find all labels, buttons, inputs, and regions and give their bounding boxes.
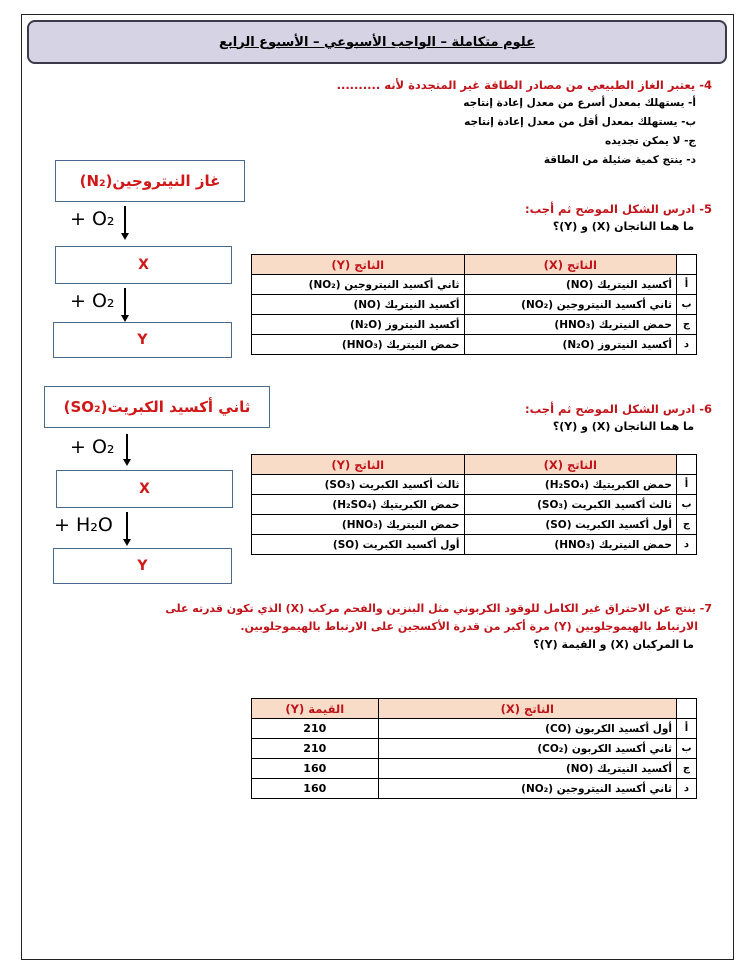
- cell-y: 160: [252, 759, 379, 779]
- cell-x: أكسيد النيتريك (NO): [378, 759, 676, 779]
- question-6-answer-table: [251, 454, 697, 555]
- cell-y: حمض النيتريك (HNO₃): [252, 515, 465, 535]
- row-letter: د: [677, 335, 697, 355]
- row-letter: ب: [677, 495, 697, 515]
- header-banner: [27, 20, 727, 64]
- table-row[interactable]: [252, 275, 697, 295]
- cell-y: أول أكسيد الكبريت (SO): [252, 535, 465, 555]
- cell-x: أكسيد النيتريك (NO): [464, 275, 677, 295]
- diagram-6-x-label: X: [139, 481, 150, 497]
- table-header-blank: [677, 699, 697, 719]
- diagram-5-arrow-1-head: [121, 233, 129, 240]
- question-4: [337, 76, 712, 170]
- cell-y: 160: [252, 779, 379, 799]
- page-title: علوم متكاملة – الواجب الأسبوعي – الأسبوع الرابع: [219, 34, 535, 50]
- question-6-title: 6- ادرس الشكل الموضح ثم أجب:: [525, 402, 712, 416]
- diagram-6-arrow-2: [126, 512, 128, 540]
- diagram-5-y-label: Y: [137, 332, 148, 348]
- table-header-y: الناتج (Y): [252, 455, 465, 475]
- question-6-subtitle: ما هما الناتجان (X) و (Y)؟: [552, 420, 694, 433]
- table-row[interactable]: [252, 739, 697, 759]
- diagram-6-x-box: [56, 470, 233, 508]
- cell-x: ثالث أكسيد الكبريت (SO₃): [464, 495, 677, 515]
- cell-y: 210: [252, 719, 379, 739]
- diagram-6-start-box: [44, 386, 270, 428]
- diagram-5-step2-label: + O₂: [70, 290, 115, 312]
- cell-x: حمض النيتريك (HNO₃): [464, 315, 677, 335]
- cell-x: ثاني أكسيد الكربون (CO₂): [378, 739, 676, 759]
- table-header-row: [252, 455, 697, 475]
- table-row[interactable]: [252, 719, 697, 739]
- question-7: [42, 600, 712, 654]
- diagram-5-step1-label: + O₂: [70, 208, 115, 230]
- row-letter: أ: [677, 275, 697, 295]
- question-5: [525, 200, 712, 236]
- row-letter: ب: [677, 739, 697, 759]
- row-letter: ب: [677, 295, 697, 315]
- diagram-6-arrow-1-head: [123, 459, 131, 466]
- question-7-title-line-1: 7- ينتج عن الاحتراق غير الكامل للوقود الكربوني مثل البنزين والفحم مركب (X) الذي تكون قدرته على: [165, 602, 712, 615]
- question-4-option-b[interactable]: ب- يستهلك بمعدل أقل من معدل إعادة إنتاجه: [464, 116, 696, 128]
- row-letter: د: [677, 779, 697, 799]
- cell-y: أكسيد النيتروز (N₂O): [252, 315, 465, 335]
- table-row[interactable]: [252, 495, 697, 515]
- diagram-6-step2-label: + H₂O: [54, 514, 113, 536]
- diagram-6-step1-label: + O₂: [70, 436, 115, 458]
- table-header-row: [252, 699, 697, 719]
- cell-x: حمض النيتريك (HNO₃): [464, 535, 677, 555]
- diagram-6-y-label: Y: [137, 558, 148, 574]
- diagram-5-start-box: [55, 160, 245, 202]
- diagram-5-arrow-2: [124, 288, 126, 316]
- question-4-option-d[interactable]: د- ينتج كمية ضئيلة من الطاقة: [543, 154, 696, 166]
- table-header-y: القيمة (Y): [252, 699, 379, 719]
- row-letter: ج: [677, 315, 697, 335]
- diagram-6-arrow-1: [126, 434, 128, 460]
- cell-x: ثاني أكسيد النيتروجين (NO₂): [464, 295, 677, 315]
- table-row[interactable]: [252, 759, 697, 779]
- diagram-6-y-box: [53, 548, 232, 584]
- table-header-y: الناتج (Y): [252, 255, 465, 275]
- cell-y: حمض النيتريك (HNO₃): [252, 335, 465, 355]
- row-letter: د: [677, 535, 697, 555]
- diagram-5-y-box: [53, 322, 232, 358]
- question-5-answer-table: [251, 254, 697, 355]
- cell-x: حمض الكبريتيك (H₂SO₄): [464, 475, 677, 495]
- cell-x: أول أكسيد الكربون (CO): [378, 719, 676, 739]
- cell-x: ثاني أكسيد النيتروجين (NO₂): [378, 779, 676, 799]
- diagram-6-arrow-2-head: [123, 539, 131, 546]
- question-5-subtitle: ما هما الناتجان (X) و (Y)؟: [552, 220, 694, 233]
- table-row[interactable]: [252, 475, 697, 495]
- table-row[interactable]: [252, 535, 697, 555]
- table-header-x: الناتج (X): [464, 455, 677, 475]
- table-row[interactable]: [252, 515, 697, 535]
- cell-y: أكسيد النيتريك (NO): [252, 295, 465, 315]
- diagram-5-arrow-2-head: [121, 315, 129, 322]
- question-6: [525, 400, 712, 436]
- row-letter: ج: [677, 515, 697, 535]
- diagram-6-start-label: ثاني أكسيد الكبريت(SO₂): [63, 398, 251, 416]
- cell-y: ثاني أكسيد النيتروجين (NO₂): [252, 275, 465, 295]
- question-4-option-c[interactable]: ج- لا يمكن تجديده: [604, 135, 696, 147]
- row-letter: ج: [677, 759, 697, 779]
- diagram-5-x-label: X: [138, 257, 149, 273]
- question-7-subtitle: ما المركبان (X) و القيمة (Y)؟: [533, 638, 694, 651]
- cell-y: حمض الكبريتيك (H₂SO₄): [252, 495, 465, 515]
- diagram-5-arrow-1: [124, 206, 126, 234]
- table-header-row: [252, 255, 697, 275]
- cell-x: أول أكسيد الكبريت (SO): [464, 515, 677, 535]
- row-letter: أ: [677, 719, 697, 739]
- row-letter: أ: [677, 475, 697, 495]
- cell-y: ثالث أكسيد الكبريت (SO₃): [252, 475, 465, 495]
- cell-y: 210: [252, 739, 379, 759]
- table-row[interactable]: [252, 335, 697, 355]
- table-row[interactable]: [252, 779, 697, 799]
- table-header-x: الناتج (X): [464, 255, 677, 275]
- question-7-answer-table: [251, 698, 697, 799]
- table-header-x: الناتج (X): [378, 699, 676, 719]
- table-header-blank: [677, 455, 697, 475]
- question-7-title-line-2: الارتباط بالهيموجلوبين (Y) مرة أكبر من قدرة الأكسجين على الارتباط بالهيموجلوبين.: [240, 620, 698, 633]
- question-4-title: 4- يعتبر الغاز الطبيعي من مصادر الطاقة غير المتجددة لأنه ..........: [336, 78, 712, 92]
- diagram-5-start-label: غاز النيتروجين(N₂): [79, 172, 221, 190]
- question-4-option-a[interactable]: أ- يستهلك بمعدل أسرع من معدل إعادة إنتاجه: [463, 97, 696, 109]
- table-row[interactable]: [252, 315, 697, 335]
- table-header-blank: [677, 255, 697, 275]
- diagram-5-x-box: [55, 246, 232, 284]
- cell-x: أكسيد النيتروز (N₂O): [464, 335, 677, 355]
- question-5-title: 5- ادرس الشكل الموضح ثم أجب:: [525, 202, 712, 216]
- table-row[interactable]: [252, 295, 697, 315]
